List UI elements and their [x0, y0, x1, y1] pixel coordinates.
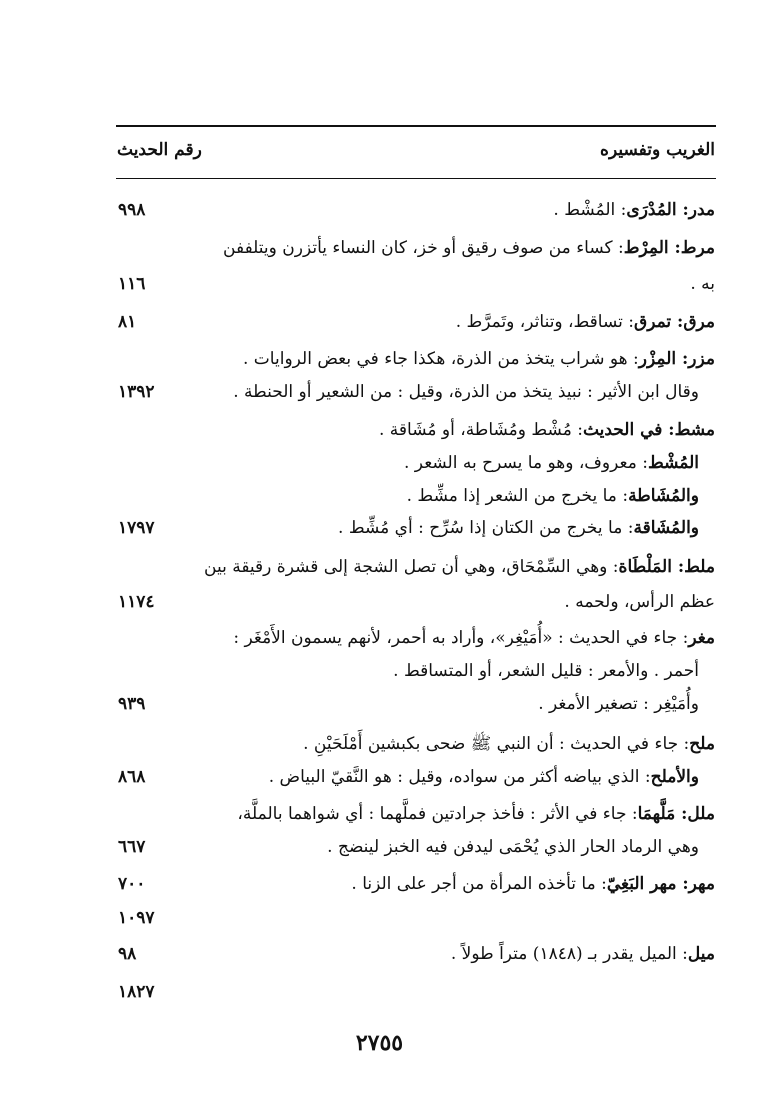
entry-line: [237, 802, 715, 826]
entry-line: [338, 516, 699, 540]
entry-text: : مُشْط ومُشَاطة، أو مُشَاقة .: [378, 420, 583, 440]
entry-text: : جاء في الحديث : «أُمَيْغِر»، وأراد به أحمر، لأنهم يسمون الأَمْغَر :: [233, 628, 689, 648]
entry-term: والمُشَاقة: [633, 518, 699, 538]
entry-term: ملط: المَلْطَاة: [618, 557, 715, 577]
header-bottom-rule: [116, 178, 716, 179]
entry-text: : جاء في الأثر : فأخذ جرادتين فملَّهما : أي شواهما بالملَّة،: [237, 804, 638, 824]
entry-term: مغر: [688, 628, 715, 648]
entry-line: [393, 659, 699, 683]
entry-line: [456, 310, 715, 334]
entry-term: مرق: تمرق: [634, 312, 715, 332]
entry-text: : كساء من صوف رقيق أو خز، كان النساء يأتزرن ويتلففن: [223, 238, 624, 258]
entry-term: والمُشَاطة: [628, 486, 699, 506]
entry-line: [553, 198, 715, 222]
entry-line: [303, 732, 715, 756]
hadith-number: ٦٦٧: [118, 837, 146, 857]
entry-line: [407, 484, 699, 508]
entry-text: وهي الرماد الحار الذي يُحْمَى ليدفن فيه الخبز لينضج .: [327, 837, 699, 857]
entry-line: [204, 555, 715, 579]
entry-term: ميل: [687, 944, 715, 964]
entry-term: مهر: مهر البَغِيّ: [606, 874, 715, 894]
header-title: الغريب وتفسيره: [600, 140, 715, 160]
entry-text: : ما يخرج من الكتان إذا سُرِّح : أي مُشِّط .: [338, 518, 634, 538]
entry-line: [233, 626, 715, 650]
entry-line: [404, 451, 699, 475]
entry-text: : تساقط، وتناثر، وتَمرَّط .: [455, 312, 634, 332]
hadith-number: ٧٠٠: [118, 874, 146, 894]
entry-line: [351, 872, 715, 896]
entry-text: أحمر . والأمعر : قليل الشعر، أو المتساقط .: [393, 661, 699, 681]
entry-term: مدر: المُدْرَى: [626, 200, 715, 220]
hadith-number: ١٨٢٧: [118, 982, 155, 1002]
entry-line: [327, 835, 699, 859]
hadith-number: ١١٦: [118, 274, 146, 294]
entry-text: وقال ابن الأثير : نبيذ يتخذ من الذرة، وقيل : من الشعير أو الحنطة .: [233, 382, 699, 402]
hadith-number: ١٧٩٧: [118, 518, 155, 538]
hadith-number: ١٣٩٢: [118, 382, 155, 402]
entry-text: : الميل يقدر بـ (١٨٤٨) متراً طولاً .: [450, 944, 688, 964]
entry-term: مشط: في الحديث: [582, 420, 715, 440]
entry-term: والأملح: [650, 767, 699, 787]
entry-text: : المُشْط .: [553, 200, 627, 220]
hadith-number: ٨١: [118, 312, 137, 332]
entry-term: ملل: مَلَّهمَا: [637, 804, 715, 824]
entry-text: : ما تأخذه المرأة من أجر على الزنا .: [351, 874, 607, 894]
entry-line: [233, 380, 699, 404]
entry-text: : جاء في الحديث : أن النبي ﷺ ضحى بكبشين أَمْلَحَيْنِ .: [303, 734, 690, 754]
entry-term: المُشْط: [647, 453, 699, 473]
entry-line: [243, 347, 715, 371]
entry-text: به .: [690, 274, 715, 294]
entry-text: : الذي بياضه أكثر من سواده، وقيل : هو النَّقيّ البياض .: [268, 767, 651, 787]
hadith-number: ٩٨: [118, 944, 137, 964]
entry-text: : وهي السِّمْحَاق، وهي أن تصل الشجة إلى قشرة رقيقة بين: [204, 557, 619, 577]
entry-term: ملح: [689, 734, 715, 754]
entry-line: [538, 692, 699, 716]
hadith-number: ١١٧٤: [118, 592, 155, 612]
entry-line: [451, 942, 715, 966]
entry-text: : ما يخرج من الشعر إذا مشِّط .: [406, 486, 629, 506]
entry-text: : معروف، وهو ما يسرح به الشعر .: [404, 453, 648, 473]
header-top-rule: [116, 125, 716, 127]
hadith-number: ٨٦٨: [118, 767, 146, 787]
hadith-number: ٩٣٩: [118, 694, 146, 714]
hadith-number: ١٠٩٧: [118, 908, 155, 928]
entry-term: مزر: المِزْر: [638, 349, 715, 369]
entry-line: [690, 272, 715, 296]
hadith-number: ٩٩٨: [118, 200, 146, 220]
entry-text: عظم الرأس، ولحمه .: [564, 592, 715, 612]
entry-line: [269, 765, 699, 789]
entry-term: مرط: المِرْط: [623, 238, 715, 258]
page-number: ٢٧٥٥: [355, 1030, 404, 1056]
entry-text: : هو شراب يتخذ من الذرة، هكذا جاء في بعض الروايات .: [243, 349, 639, 369]
entry-line: [223, 236, 715, 260]
header-hadith-number-label: رقم الحديث: [117, 140, 202, 160]
entry-line: [564, 590, 715, 614]
entry-text: وأُمَيْغِر : تصغير الأمغر .: [538, 694, 699, 714]
entry-line: [379, 418, 715, 442]
